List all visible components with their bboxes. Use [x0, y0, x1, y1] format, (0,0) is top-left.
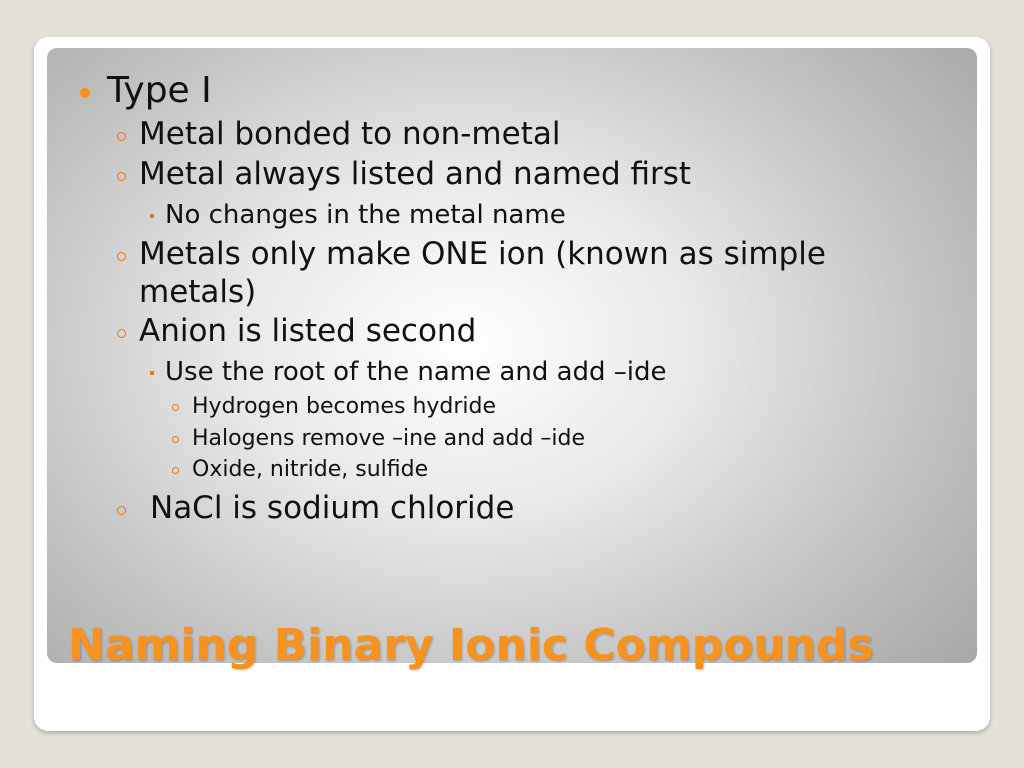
bullet-dot-icon: [80, 88, 90, 98]
bullet-circle-icon: [172, 467, 179, 474]
bullet-halogens: Halogens remove –ine and add –ide: [192, 426, 586, 451]
bullet-one-ion-line2: metals): [139, 274, 257, 310]
bullet-circle-icon: [117, 132, 126, 141]
bullet-root-ide: Use the root of the name and add –ide: [165, 357, 667, 387]
bullet-square-icon: [150, 371, 154, 375]
bullet-circle-icon: [172, 436, 179, 443]
bullet-hydrogen: Hydrogen becomes hydride: [192, 394, 497, 419]
bullet-circle-icon: [117, 506, 126, 515]
bullet-metal-bonded: Metal bonded to non-metal: [139, 116, 561, 152]
bullet-nacl: NaCl is sodium chloride: [150, 490, 515, 526]
bullet-metal-first: Metal always listed and named first: [139, 156, 692, 192]
bullet-square-icon: [150, 214, 154, 218]
bullet-no-changes: No changes in the metal name: [165, 200, 566, 230]
bullet-oxide: Oxide, nitride, sulfide: [192, 457, 429, 482]
bullet-anion-second: Anion is listed second: [139, 313, 477, 349]
bullet-circle-icon: [117, 252, 126, 261]
bullet-type: Type I: [107, 70, 212, 111]
bullet-circle-icon: [117, 329, 126, 338]
bullet-circle-icon: [117, 172, 126, 181]
bullet-circle-icon: [172, 404, 179, 411]
slide-title: Naming Binary Ionic Compounds: [68, 620, 874, 671]
bullet-one-ion-line1: Metals only make ONE ion (known as simple: [139, 236, 826, 272]
bullet-list: [47, 48, 977, 663]
